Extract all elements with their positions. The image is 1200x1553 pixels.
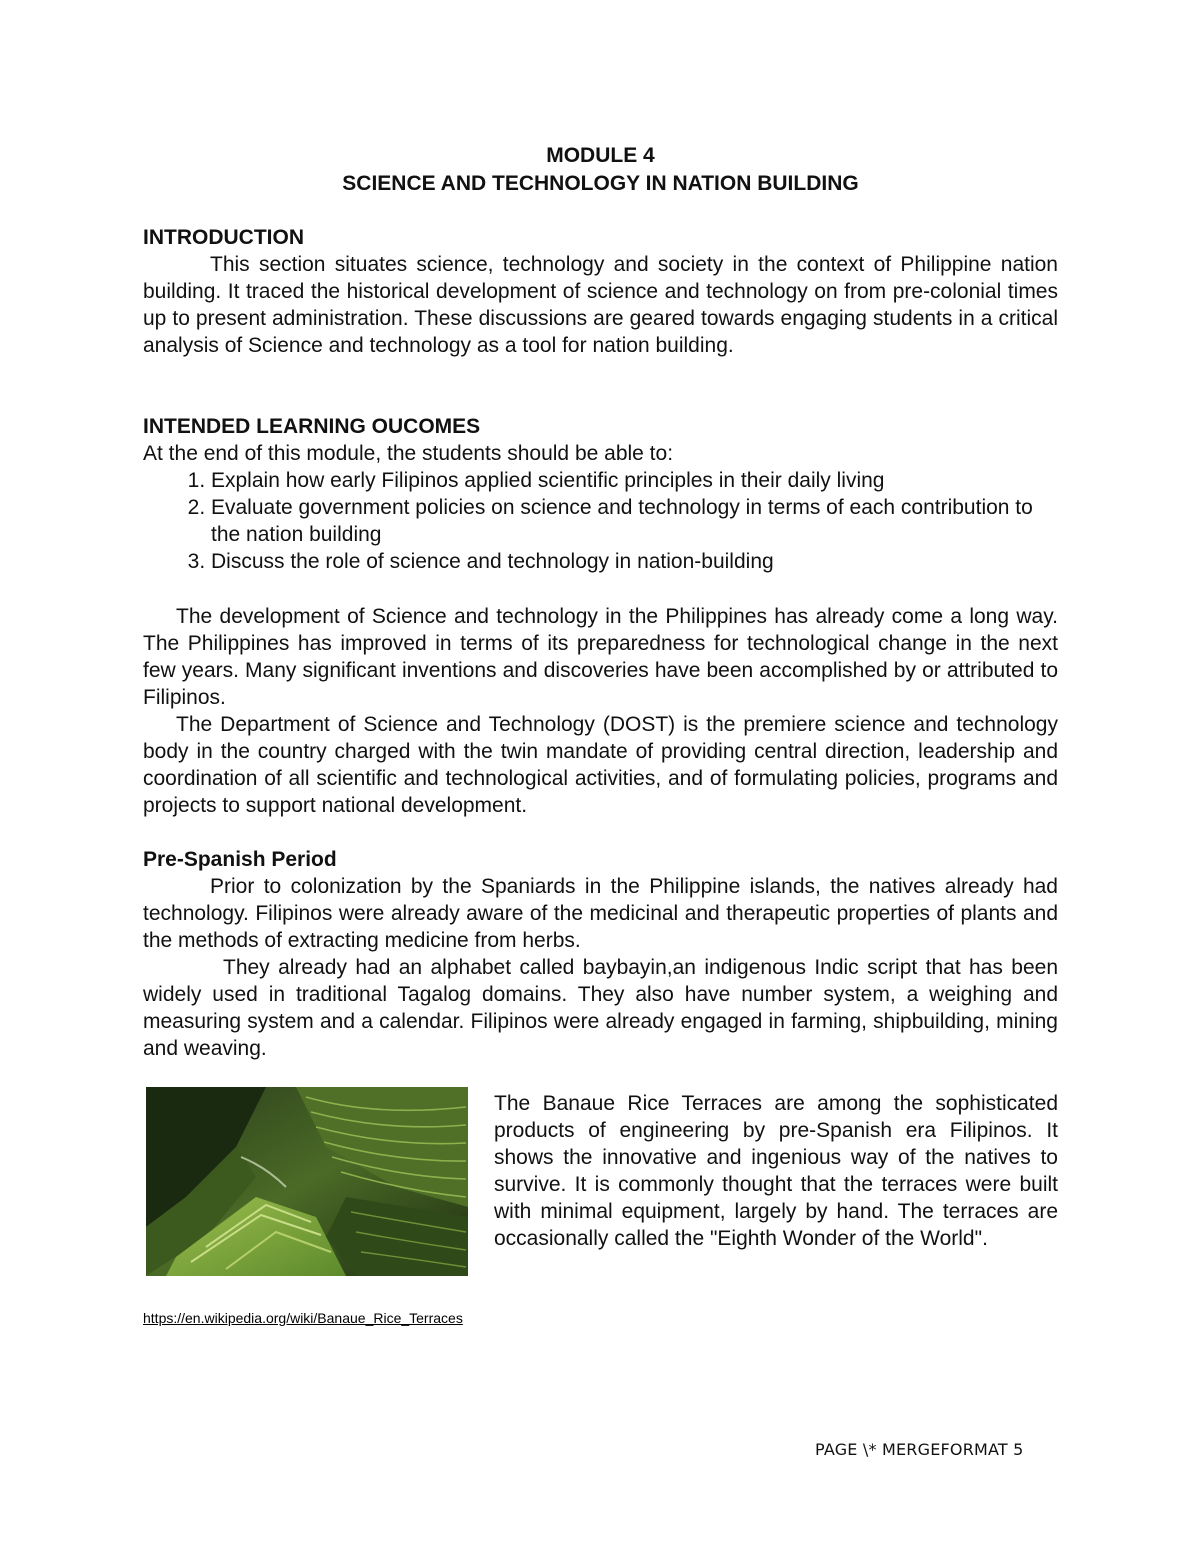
- rice-terraces-text: The Banaue Rice Terraces are among the sophisticated products of engineering by pre-Spanish era Filipinos. It shows the innovative and ingenious way of the natives to survive. It is commonly thought that the terraces were built with minimal equipment, largely by hand. The terraces are occasionally called the "Eighth Wonder of the World".: [494, 1092, 1058, 1250]
- list-item: 2. Evaluate government policies on science and technology in terms of each contribution to the nation building: [211, 494, 1058, 548]
- module-name: SCIENCE AND TECHNOLOGY IN NATION BUILDING: [342, 172, 859, 195]
- development-paragraph: The development of Science and technology in the Philippines has already come a long way. The Philippines has improved in terms of its preparedness for technological change in the next few years. Many significant inventions and discoveries have been accomplished by or attributed to Filipinos.: [143, 605, 1058, 709]
- list-item: 1. Explain how early Filipinos applied scientific principles in their daily living: [211, 467, 1058, 494]
- introduction-section: [143, 224, 1058, 359]
- learning-outcomes-lead: At the end of this module, the students should be able to:: [143, 442, 674, 465]
- dost-paragraph: The Department of Science and Technology (DOST) is the premiere science and technology body in the country charged with the twin mandate of providing central direction, leadership and coordination of all scientific and technological activities, and of formulating policies, programs and projects to support national development.: [143, 713, 1058, 817]
- rice-terraces-photo: [146, 1087, 468, 1276]
- wikipedia-link[interactable]: https://en.wikipedia.org/wiki/Banaue_Rice_Terraces: [143, 1310, 463, 1326]
- learning-outcomes-list: [143, 467, 1058, 575]
- page-footer: PAGE \* MERGEFORMAT 5: [815, 1440, 1024, 1459]
- learning-outcomes-section: [143, 413, 1058, 575]
- module-title: [143, 142, 1058, 198]
- pre-spanish-heading: Pre-Spanish Period: [143, 848, 337, 871]
- module-number: MODULE 4: [546, 144, 655, 167]
- pre-spanish-section: [143, 846, 1058, 1062]
- pre-spanish-paragraph-1: Prior to colonization by the Spaniards in the Philippine islands, the natives already had technology. Filipinos were already aware of the medicinal and therapeutic properties of plants and the methods of extracting medicine from herbs.: [143, 875, 1058, 952]
- list-item: 3. Discuss the role of science and technology in nation-building: [211, 548, 1058, 575]
- pre-spanish-paragraph-2: They already had an alphabet called baybayin,an indigenous Indic script that has been widely used in traditional Tagalog domains. They also have number system, a weighing and measuring system and a calendar. Filipinos were already engaged in farming, shipbuilding, mining and weaving.: [143, 956, 1058, 1060]
- introduction-heading: INTRODUCTION: [143, 226, 304, 249]
- development-section: [143, 603, 1058, 819]
- introduction-text: This section situates science, technology and society in the context of Philippine nation building. It traced the historical development of science and technology on from pre-colonial times up to present administration. These discussions are geared towards engaging students in a critical analysis of Science and technology as a tool for nation building.: [143, 253, 1058, 357]
- learning-outcomes-heading: INTENDED LEARNING OUCOMES: [143, 415, 481, 438]
